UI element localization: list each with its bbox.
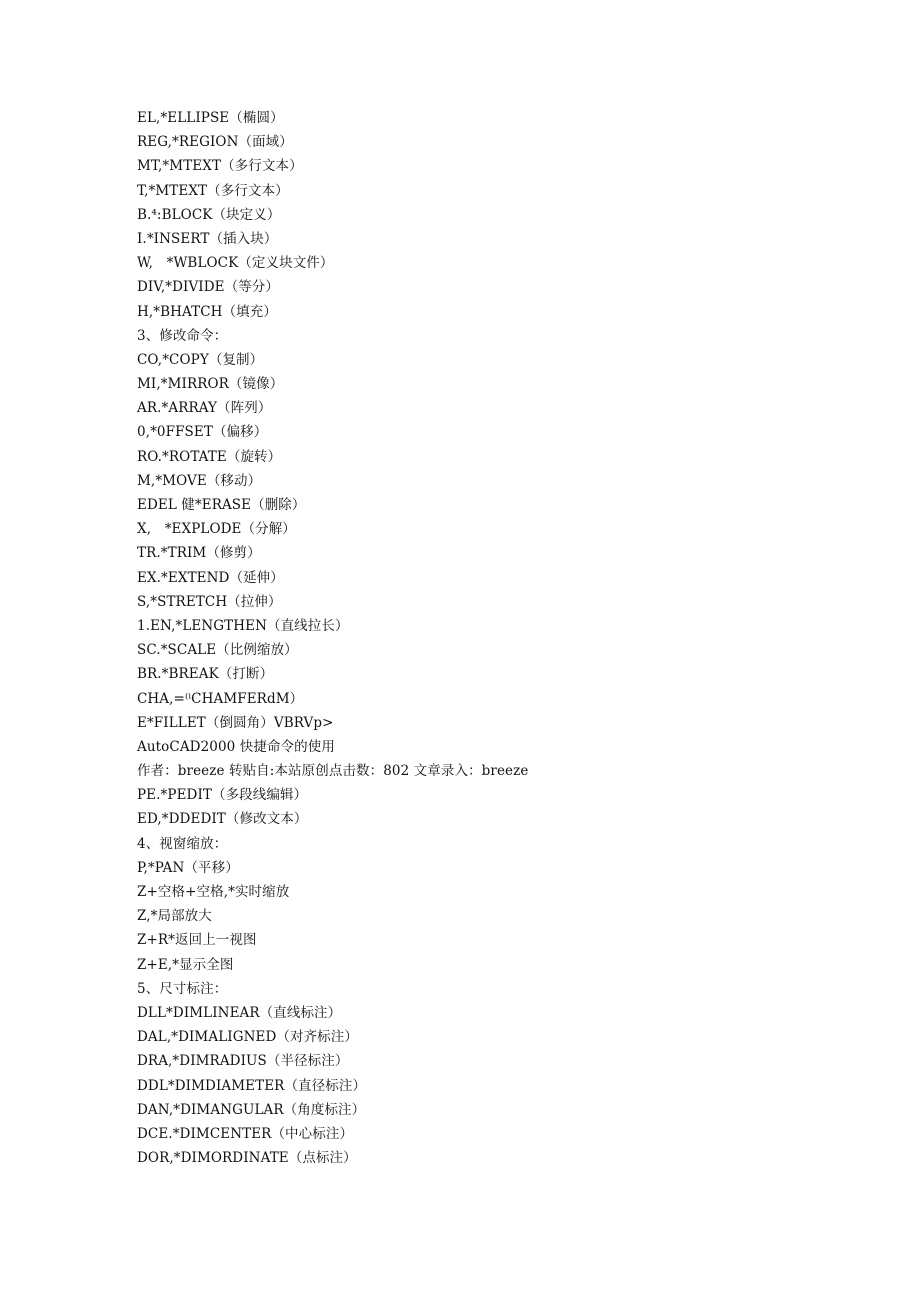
text-line: Z,*局部放大 bbox=[137, 908, 212, 925]
section-heading: 5、尺寸标注： bbox=[137, 980, 228, 997]
text-line: 1.EN,*LENGTHEN（直线拉长） bbox=[137, 617, 349, 634]
article-title: AutoCAD2000 快捷命令的使用 bbox=[137, 738, 335, 755]
text-line: DAN,*DIMANGULAR（角度标注） bbox=[137, 1101, 366, 1118]
text-line: B.⁴:BLOCK（块定义） bbox=[137, 206, 281, 223]
text-line: CHA,=⁽ⁱCHAMFERdM） bbox=[137, 690, 304, 707]
text-line: DDL*DIMDIAMETER（直径标注） bbox=[137, 1077, 367, 1094]
text-line: Z+R*返回上一视图 bbox=[137, 932, 257, 949]
text-line: REG,*REGION（面域） bbox=[137, 134, 293, 151]
text-line: EX.*EXTEND（延伸） bbox=[137, 569, 284, 586]
text-line: CO,*COPY（复制） bbox=[137, 351, 264, 368]
text-line: 0,*0FFSET（偏移） bbox=[137, 424, 268, 441]
text-line: DRA,*DIMRADIUS（半径标注） bbox=[137, 1053, 349, 1070]
text-line: RO.*ROTATE（旋转） bbox=[137, 448, 282, 465]
text-line: H,*BHATCH（填充） bbox=[137, 303, 277, 320]
article-meta: 作者：breeze 转贴自:本站原创点击数：802 文章录入：breeze bbox=[137, 763, 529, 780]
text-line: BR.*BREAK（打断） bbox=[137, 666, 274, 683]
text-line: E*FILLET（倒圆角）VBRVp> bbox=[137, 714, 334, 731]
text-line: DIV,*DIVIDE（等分） bbox=[137, 279, 280, 296]
section-heading: 4、视窗缩放： bbox=[137, 835, 228, 852]
text-line: P,*PAN（平移） bbox=[137, 859, 239, 876]
text-line: EDEL 健*ERASE（删除） bbox=[137, 497, 306, 513]
text-line: DCE.*DIMCENTER（中心标注） bbox=[137, 1125, 354, 1142]
text-line: EL,*ELLIPSE（椭圆） bbox=[137, 110, 284, 126]
text-line: T,*MTEXT（多行文本） bbox=[137, 182, 289, 199]
text-line: DOR,*DIMORDINATE（点标注） bbox=[137, 1150, 357, 1167]
text-line: DLL*DIMLINEAR（直线标注） bbox=[137, 1004, 342, 1021]
text-line: PE.*PEDIT（多段线编辑） bbox=[137, 787, 308, 804]
text-line: W, *WBLOCK（定义块文件） bbox=[137, 255, 334, 272]
text-line: AR.*ARRAY（阵列） bbox=[137, 400, 272, 417]
text-line: TR.*TRIM（修剪） bbox=[137, 545, 261, 562]
text-line: MI,*MIRROR（镜像） bbox=[137, 376, 284, 393]
text-line: I.*INSERT（插入块） bbox=[137, 230, 278, 247]
text-line: Z+空格+空格,*实时缩放 bbox=[137, 884, 290, 900]
section-heading: 3、修改命令： bbox=[137, 327, 228, 344]
text-line: X, *EXPLODE（分解） bbox=[137, 521, 296, 538]
text-line: ED,*DDEDIT（修改文本） bbox=[137, 811, 308, 828]
text-line: SC.*SCALE（比例缩放） bbox=[137, 642, 298, 659]
text-line: Z+E,*显示全图 bbox=[137, 956, 234, 973]
document-body bbox=[137, 106, 837, 1170]
text-line: MT,*MTEXT（多行文本） bbox=[137, 158, 303, 175]
text-line: S,*STRETCH（拉伸） bbox=[137, 593, 282, 610]
text-line: M,*MOVE（移动） bbox=[137, 472, 262, 489]
text-line: DAL,*DIMALIGNED（对齐标注） bbox=[137, 1029, 358, 1046]
